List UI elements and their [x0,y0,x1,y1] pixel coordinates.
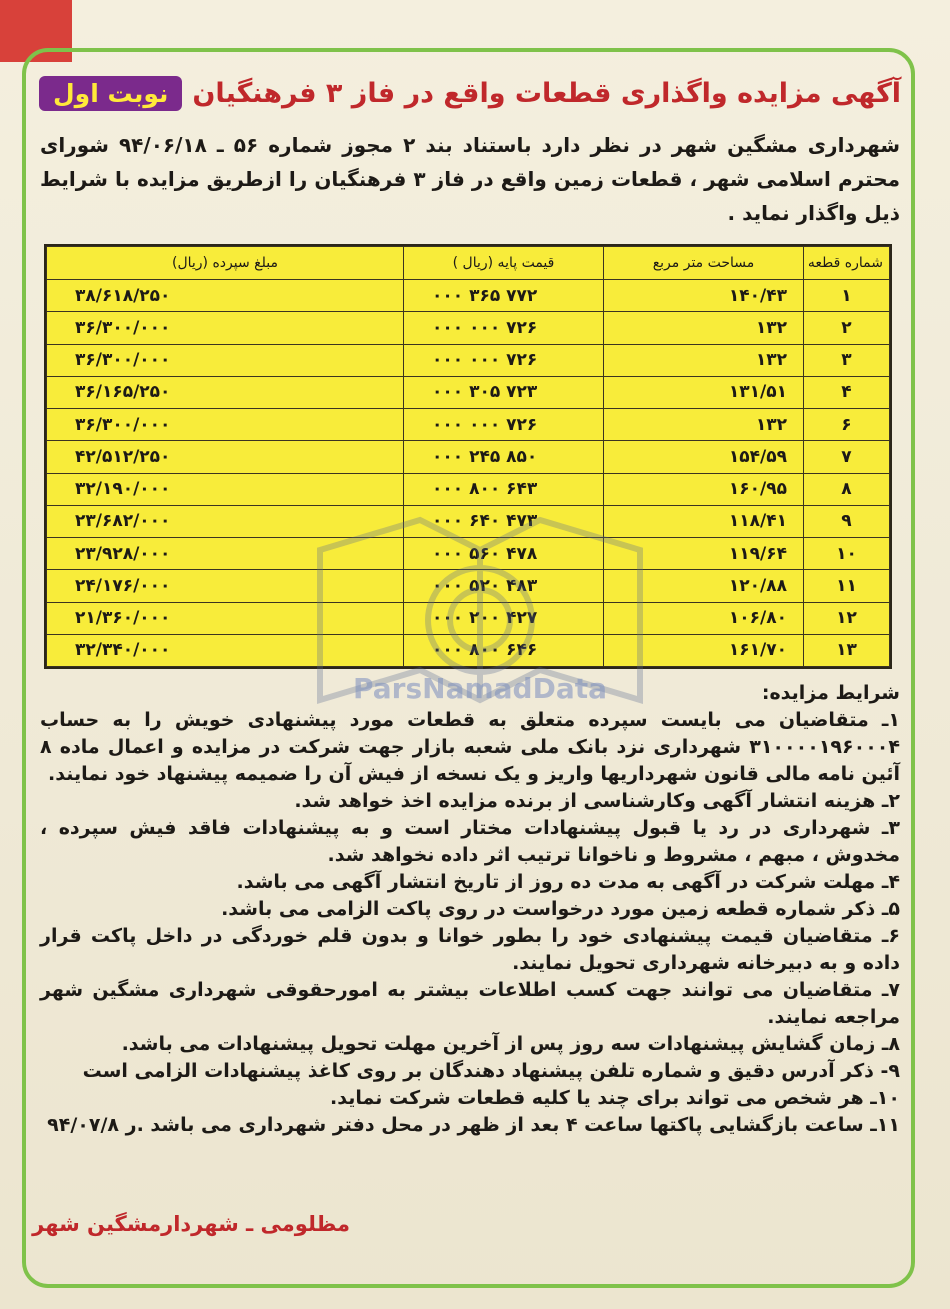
cell-deposit: ۳۶/۱۶۵/۲۵۰ [47,376,404,408]
cell-base-price: ۴۸۳ ۵۲۰ ۰۰۰ [404,570,604,602]
cell-base-price: ۸۵۰ ۲۴۵ ۰۰۰ [404,441,604,473]
condition-item: ۳ـ شهرداری در رد یا قبول پیشنهادات مختار است و به پیشنهادات فاقد فیش سپرده ، مخدوش ، مبهم ، مشروط و ناخوانا ترتیب اثر داده نخواهد شد. [40,817,900,866]
conditions-title: شرایط مزایده: [761,682,900,704]
notice-round-badge: نوبت اول [39,76,182,111]
cell-deposit: ۲۳/۶۸۲/۰۰۰ [47,505,404,537]
cell-plot-number: ۸ [804,473,890,505]
col-area: مساحت متر مربع [604,247,804,280]
cell-deposit: ۴۲/۵۱۲/۲۵۰ [47,441,404,473]
cell-deposit: ۲۱/۳۶۰/۰۰۰ [47,602,404,634]
cell-deposit: ۳۶/۳۰۰/۰۰۰ [47,312,404,344]
cell-area: ۱۱۹/۶۴ [604,538,804,570]
condition-item: ۱ـ متقاضیان می بایست سپرده متعلق به قطعات مورد پیشنهادی خویش را به حساب ۳۱۰۰۰۰۱۹۶۰۰۰۴ شهرداری نزد بانک ملی شعبه بازار جهت شرکت در مزایده و اعمال ماده ۸ آئین نامه مالی قانون شهرداریها واریز و یک نسخه از فیش آن را ضمیمه پیشنهاد خود نمایند. [40,709,900,785]
condition-item: ۷ـ متقاضیان می توانند جهت کسب اطلاعات بیشتر به امورحقوقی شهرداری مشگین شهر مراجعه نمایند. [40,979,900,1028]
cell-plot-number: ۱۱ [804,570,890,602]
conditions-section [40,680,900,1139]
cell-deposit: ۳۶/۳۰۰/۰۰۰ [47,344,404,376]
cell-base-price: ۷۲۳ ۳۰۵ ۰۰۰ [404,376,604,408]
cell-area: ۱۳۲ [604,312,804,344]
cell-plot-number: ۳ [804,344,890,376]
cell-plot-number: ۷ [804,441,890,473]
cell-deposit: ۳۲/۳۴۰/۰۰۰ [47,634,404,666]
cell-area: ۱۲۰/۸۸ [604,570,804,602]
notice-intro: شهرداری مشگین شهر در نظر دارد باستناد بند ۲ مجوز شماره ۵۶ ـ ۹۴/۰۶/۱۸ شورای محترم اسلامی شهر ، قطعات زمین واقع در فاز ۳ فرهنگیان را ازطریق مزایده با شرایط ذیل واگذار نماید . [40,133,901,225]
cell-base-price: ۴۷۳ ۶۴۰ ۰۰۰ [404,505,604,537]
condition-item: ۴ـ مهلت شرکت در آگهی به مدت ده روز از تاریخ انتشار آگهی می باشد. [236,871,900,893]
table-row [47,505,890,537]
table-row [47,312,890,344]
cell-base-price: ۶۴۳ ۸۰۰ ۰۰۰ [404,473,604,505]
condition-item: ۹- ذکر آدرس دقیق و شماره تلفن پیشنهاد دهندگان بر روی کاغذ پیشنهادات الزامی است [82,1060,900,1082]
notice-header [52,68,902,118]
cell-plot-number: ۲ [804,312,890,344]
cell-plot-number: ۶ [804,409,890,441]
cell-plot-number: ۱ [804,280,890,312]
watermark-brand: ParsNamadData [353,672,607,705]
conditions-list [40,707,900,1139]
cell-base-price: ۷۲۶ ۰۰۰ ۰۰۰ [404,344,604,376]
cell-base-price: ۴۲۷ ۲۰۰ ۰۰۰ [404,602,604,634]
col-base-price: قیمت پایه (ریال ) [404,247,604,280]
cell-plot-number: ۹ [804,505,890,537]
plots-table [44,244,892,669]
condition-item: ۵ـ ذکر شماره قطعه زمین مورد درخواست در روی پاکت الزامی می باشد. [221,898,900,920]
cell-base-price: ۴۷۸ ۵۶۰ ۰۰۰ [404,538,604,570]
table-row [47,441,890,473]
cell-area: ۱۳۲ [604,409,804,441]
cell-plot-number: ۱۰ [804,538,890,570]
cell-plot-number: ۴ [804,376,890,408]
cell-deposit: ۲۴/۱۷۶/۰۰۰ [47,570,404,602]
table-row [47,570,890,602]
table-row [47,376,890,408]
condition-item: ۱۱ـ ساعت بازگشایی پاکتها ساعت ۴ بعد از ظهر در محل دفتر شهرداری می باشد .ر ۹۴/۰۷/۸ [47,1114,900,1136]
table-header-row [47,247,890,280]
cell-area: ۱۴۰/۴۳ [604,280,804,312]
notice-title: آگهی مزایده واگذاری قطعات واقع در فاز ۳ فرهنگیان [192,77,902,109]
cell-area: ۱۳۲ [604,344,804,376]
cell-deposit: ۳۸/۶۱۸/۲۵۰ [47,280,404,312]
condition-item: ۲ـ هزینه انتشار آگهی وکارشناسی از برنده مزایده اخذ خواهد شد. [294,790,900,812]
signature-line: مظلومی ـ شهردارمشگین شهر [32,1212,350,1236]
condition-item: ۶ـ متقاضیان قیمت پیشنهادی خود را بطور خوانا و بدون قلم خوردگی در داخل پاکت قرار داده و به دبیرخانه شهرداری تحویل نمایند. [40,925,900,974]
cell-plot-number: ۱۳ [804,634,890,666]
col-plot-number: شماره قطعه [804,247,890,280]
table-row [47,280,890,312]
cell-base-price: ۶۴۶ ۸۰۰ ۰۰۰ [404,634,604,666]
cell-area: ۱۳۱/۵۱ [604,376,804,408]
cell-deposit: ۳۶/۳۰۰/۰۰۰ [47,409,404,441]
cell-base-price: ۷۷۲ ۳۶۵ ۰۰۰ [404,280,604,312]
cell-area: ۱۶۰/۹۵ [604,473,804,505]
condition-item: ۸ـ زمان گشایش پیشنهادات سه روز پس از آخرین مهلت تحویل پیشنهادات می باشد. [121,1033,900,1055]
condition-item: ۱۰ـ هر شخص می تواند برای چند یا کلیه قطعات شرکت نماید. [330,1087,900,1109]
table-row [47,344,890,376]
table-body [47,280,890,667]
cell-plot-number: ۱۲ [804,602,890,634]
cell-area: ۱۰۶/۸۰ [604,602,804,634]
cell-deposit: ۲۳/۹۲۸/۰۰۰ [47,538,404,570]
table-row [47,409,890,441]
cell-area: ۱۶۱/۷۰ [604,634,804,666]
table-row [47,538,890,570]
col-deposit: مبلغ سپرده (ریال) [47,247,404,280]
cell-deposit: ۳۲/۱۹۰/۰۰۰ [47,473,404,505]
cell-base-price: ۷۲۶ ۰۰۰ ۰۰۰ [404,409,604,441]
table-row [47,602,890,634]
cell-base-price: ۷۲۶ ۰۰۰ ۰۰۰ [404,312,604,344]
table-row [47,473,890,505]
cell-area: ۱۱۸/۴۱ [604,505,804,537]
cell-area: ۱۵۴/۵۹ [604,441,804,473]
table-row [47,634,890,666]
